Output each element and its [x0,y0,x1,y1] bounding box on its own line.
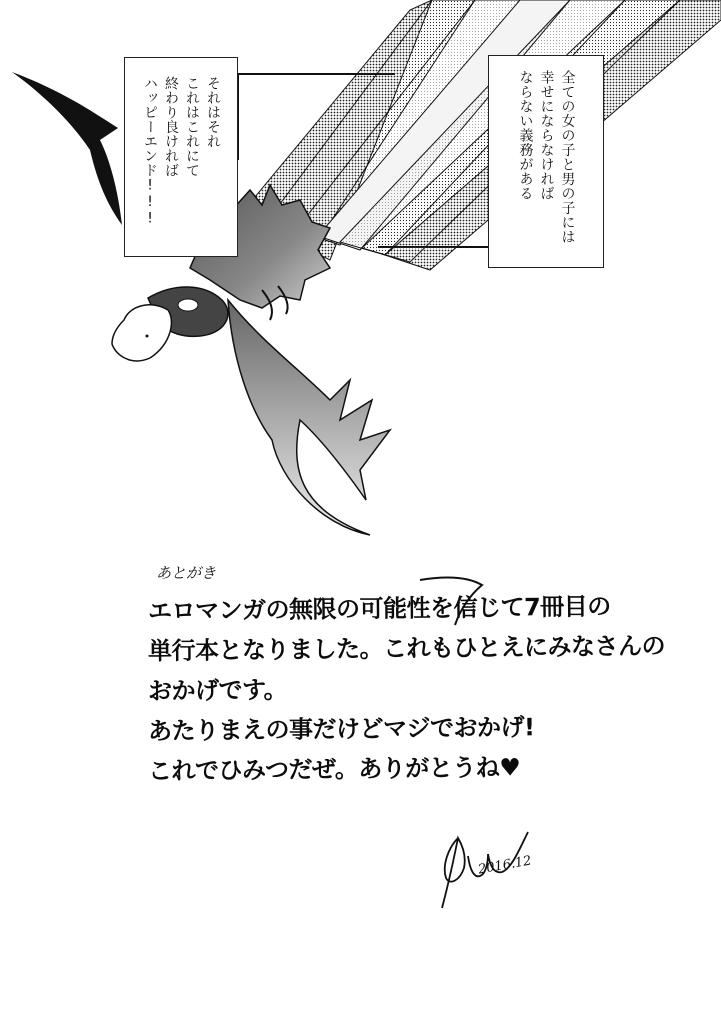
afterword-line: おかげです。 [147,675,288,706]
speech-bubble-left [124,57,238,257]
bubble-left-line: これはこれにて [184,76,200,178]
afterword-line: あたりまえの事だけどマジでおかげ! [147,713,535,746]
bubble-right-line: ならない義務がある [517,70,534,201]
bubble-left-line: 終わり良ければ [163,76,179,178]
afterword-line: エロマンガの無限の可能性を信じて7冊目の [147,592,611,626]
bubble-right-line: 全ての女の子と男の子には [559,70,576,244]
bubble-left-line: ハッピーエンド!!! [142,76,158,227]
bubble-left-line: それはそれ [205,76,221,149]
black-wing-icon [12,72,122,225]
signature-date: 2016.12 [477,853,533,878]
afterword [147,562,666,789]
afterword-line: これでひみつだぜ。ありがとうね♥ [147,753,521,786]
speech-bubble-right [488,55,604,268]
bubble-right-line: 幸せにならなければ [538,70,555,201]
afterword-heading: あとがき [156,564,217,582]
afterword-line: 単行本となりました。これもひとえにみなさんの [147,631,666,666]
